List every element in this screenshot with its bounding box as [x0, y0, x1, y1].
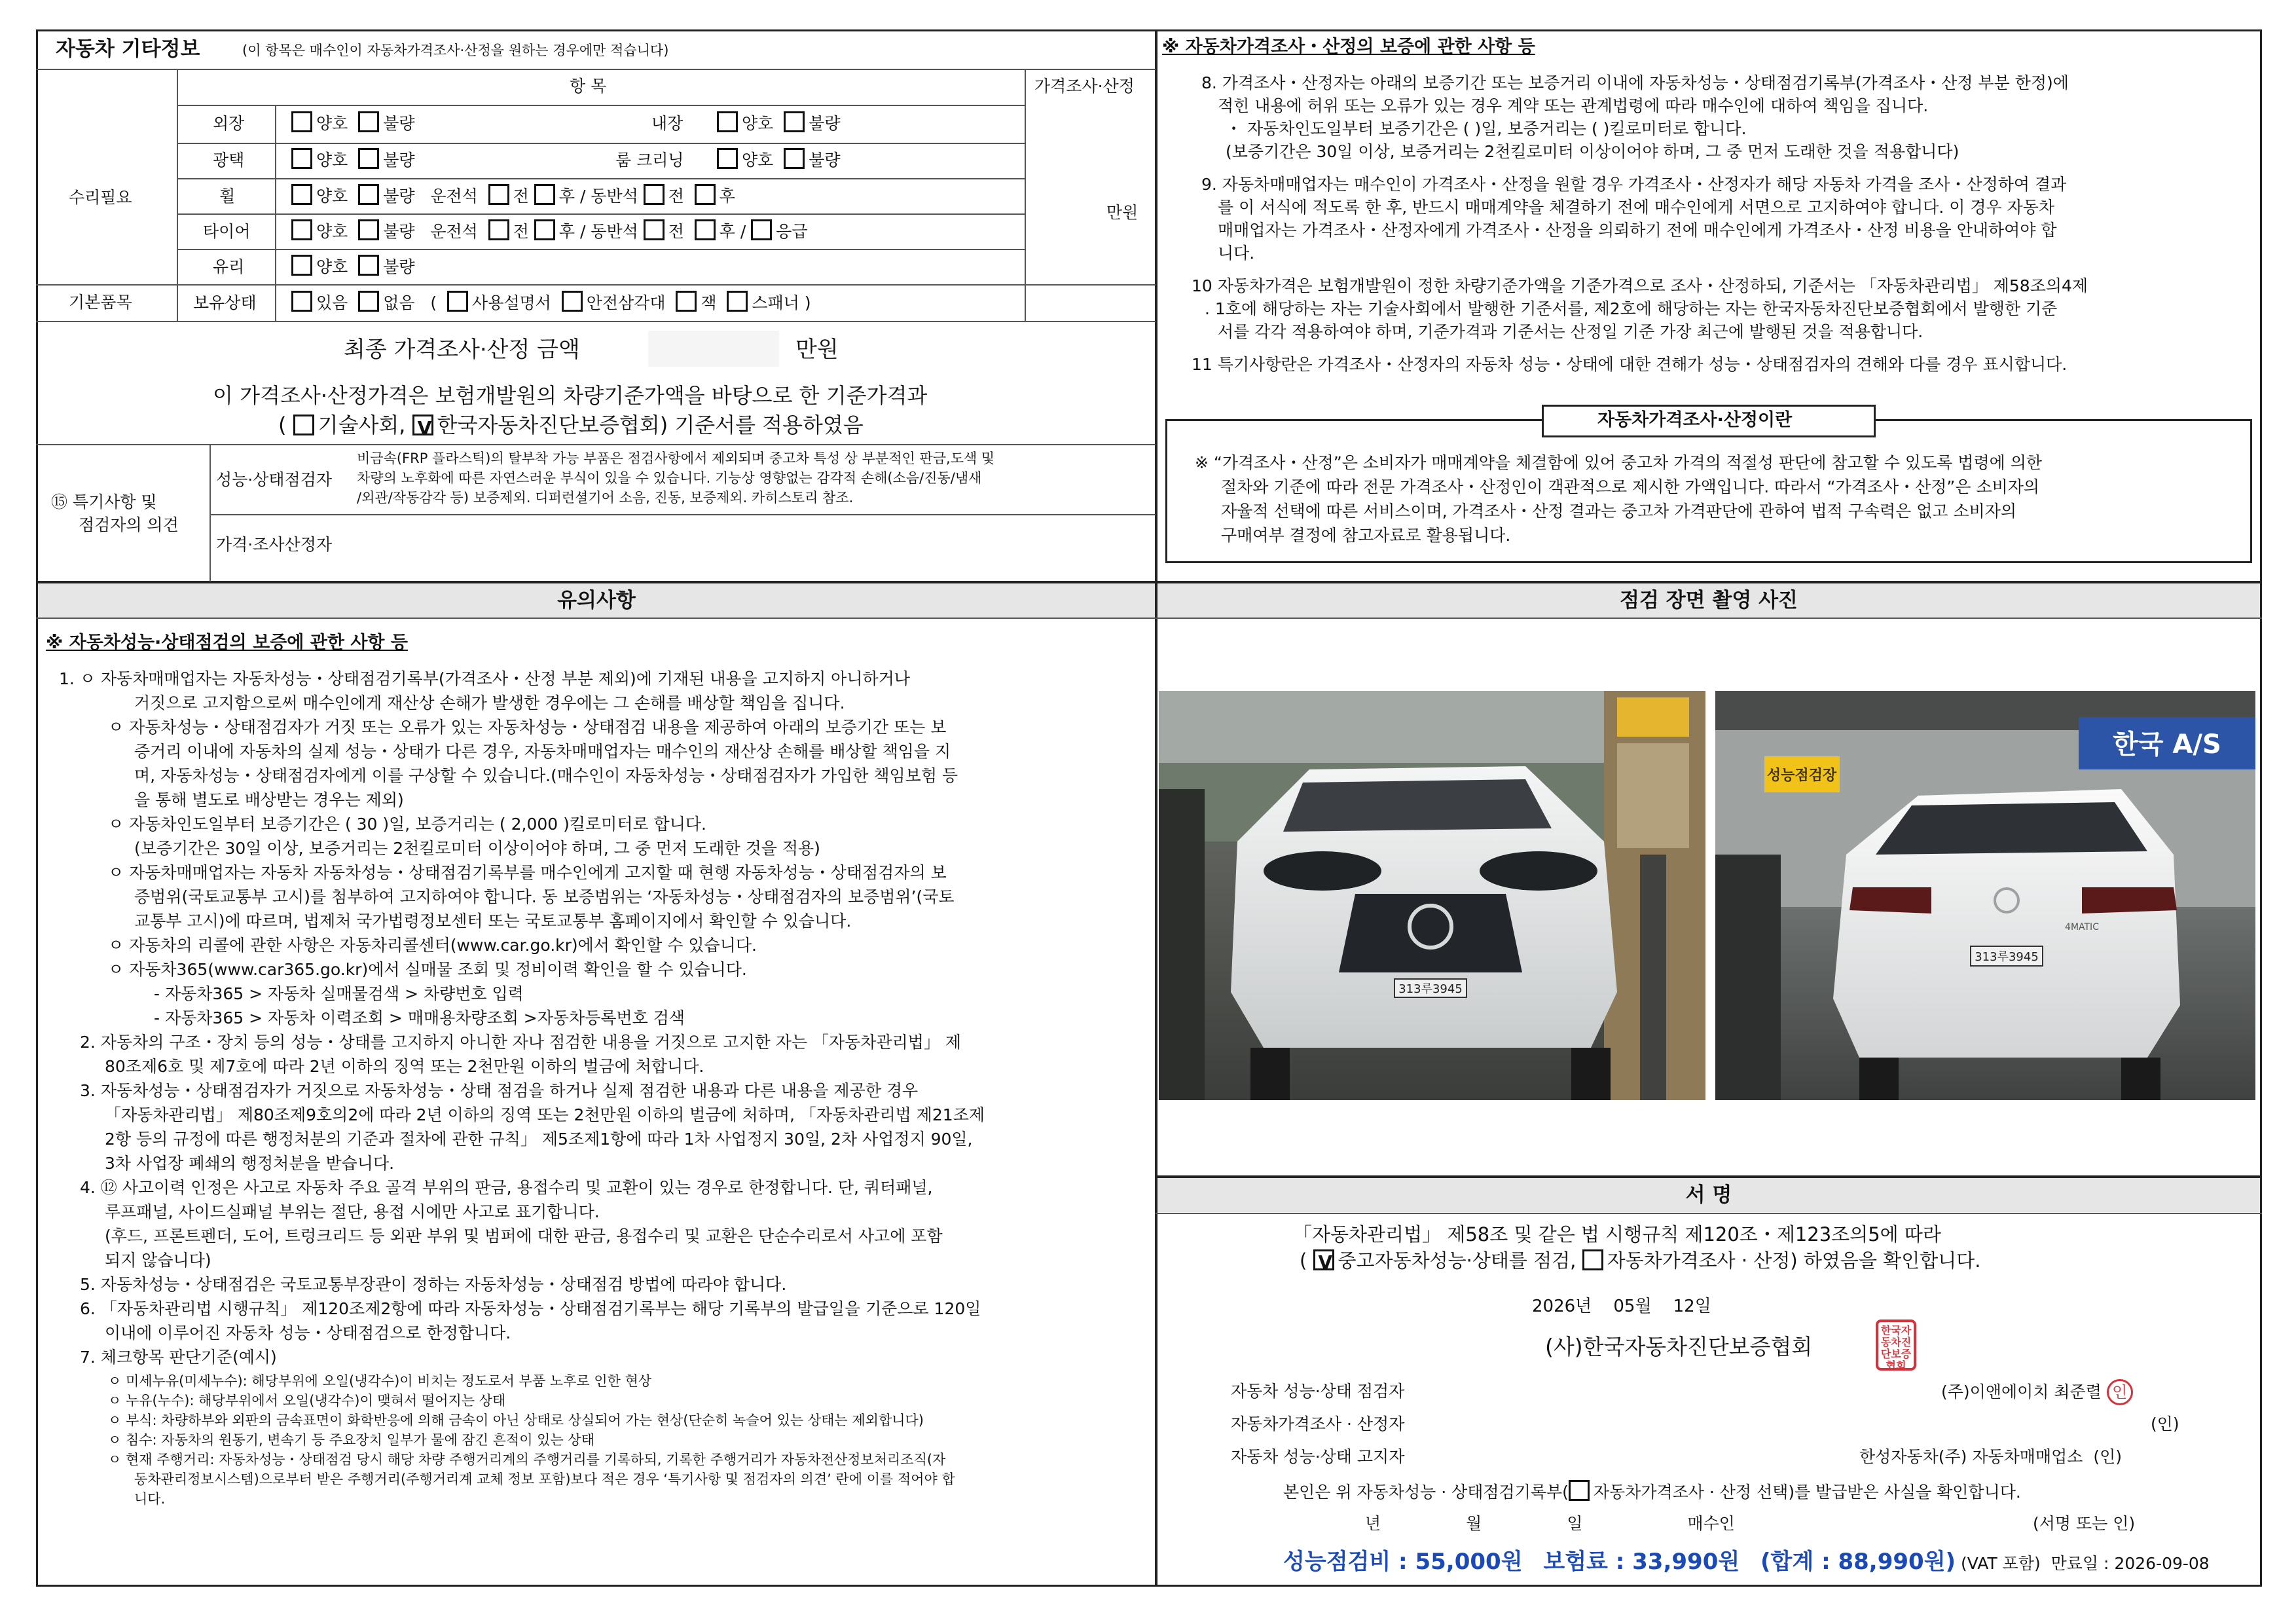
row-room-cleaning: 룸 크리닝: [615, 151, 684, 170]
gloss-options: 양호 불량: [291, 148, 415, 172]
spanner-checkbox[interactable]: [727, 291, 748, 312]
basis-line-2: ( 기술사회, V 한국자동차진단보증협회) 기준서를 적용하였음: [278, 411, 864, 439]
tire-bad-checkbox[interactable]: [358, 219, 379, 240]
notes-line: 며, 자동차성능・상태점검자에게 이를 구상할 수 있습니다.(매수인이 자동차성능・상태점검자가 가입한 책임보험 등: [134, 766, 958, 785]
sign-date: 2026년 05월 12일: [1532, 1297, 1711, 1316]
clause-8-line-2: 적힌 내용에 허위 또는 오류가 있는 경우 계약 또는 관계법령에 따라 매수인에 대하여 책임을 집니다.: [1218, 96, 1929, 115]
notes-line: 교통부 고시)에 따르며, 법제처 국가법령정보센터 또는 국토교통부 홈페이지에서 확인할 수 있습니다.: [134, 912, 852, 931]
row-interior: 내장: [651, 114, 683, 133]
other-info-note: (이 항목은 매수인이 자동차가격조사·산정을 원하는 경우에만 적습니다): [242, 43, 669, 58]
expiry-date: 만료일 : 2026-09-08: [2050, 1554, 2210, 1573]
other-info-title: 자동차 기타정보: [56, 37, 200, 61]
photo-section-title: 점검 장면 촬영 사진: [1157, 583, 2260, 618]
glass-good-checkbox[interactable]: [291, 255, 312, 276]
notes-line: 루프패널, 사이드실패널 부위는 절단, 용접 시에만 사고로 표기합니다.: [105, 1202, 600, 1221]
final-price-unit: 만원: [795, 337, 839, 363]
wheel-options: 양호 불량 운전석 전 후 / 동반석 전 후: [291, 184, 735, 208]
notifier-label: 자동차 성능·상태 고지자: [1231, 1447, 1405, 1466]
tire-passenger-front-checkbox[interactable]: [644, 219, 665, 240]
buyer-price-checkbox[interactable]: [1569, 1480, 1590, 1501]
inspector-role-label: 성능·상태점검자: [216, 470, 332, 489]
wall-sign-text: 성능점검장: [1766, 767, 1837, 784]
special-text-3: /외관/작동감각 등) 보증제외. 디퍼런셜기어 소음, 진동, 보증제외. 카히스토리 참조.: [357, 490, 854, 506]
check-criteria-line: ㅇ 누유(누수): 해당부위에서 오일(냉각수)이 맺혀서 떨어지는 상태: [108, 1393, 506, 1409]
clause-9-line-1: 9. 자동차매매업자는 매수인이 가격조사・산정을 원할 경우 가격조사・산정자가 해당 자동차 가격을 조사・산정하여 결과: [1201, 175, 2067, 194]
interior-options: 양호 불량: [717, 111, 841, 135]
inspection-photo-rear: [1715, 691, 2255, 1100]
notes-line: ㅇ 자동차인도일부터 보증기간은 ( 30 )일, 보증거리는 ( 2,000 )킬로미터로 합니다.: [108, 815, 706, 834]
shop-sign-text: 한국 A/S: [2113, 729, 2221, 760]
notes-line: 3차 사업장 폐쇄의 행정처분을 받습니다.: [105, 1154, 395, 1173]
notes-line: 80조제6호 및 제7호에 따라 2년 이하의 징역 또는 2천만원 이하의 벌금에 처합니다.: [105, 1057, 704, 1076]
notes-line: 7. 체크항목 판단기준(예시): [80, 1348, 277, 1367]
room-good-checkbox[interactable]: [717, 148, 738, 169]
check-criteria-line: ㅇ 미세누유(미세누수): 해당부위에 오일(냉각수)이 비치는 정도로서 부품 노후로 인한 현상: [108, 1373, 652, 1389]
price-warranty-title: ※ 자동차가격조사・산정의 보증에 관한 사항 등: [1162, 37, 1535, 57]
buyer-confirm-line: 본인은 위 자동차성능 · 상태점검기록부( 자동차가격조사 · 산정 선택)를 발급받은 사실을 확인합니다.: [1283, 1480, 2021, 1504]
clause-8-line-1: 8. 가격조사・산정자는 아래의 보증기간 또는 보증거리 이내에 자동차성능・상태점검기록부(가격조사・산정 부분 한정)에: [1201, 73, 2069, 92]
exterior-options: 양호 불량: [291, 111, 415, 135]
wheel-bad-checkbox[interactable]: [358, 184, 379, 205]
row-wheel: 휠: [219, 187, 236, 206]
check-criteria-line: 동차관리정보시스템)으로부터 받은 주행거리(주행거리계 교체 정보 포함)보다 적은 경우 ‘특기사항 및 점검자의 의견’ 란에 이를 적어야 합: [134, 1471, 955, 1487]
inspection-photo-front: [1159, 691, 1705, 1100]
check-criteria-line: ㅇ 침수: 자동차의 원동기, 변속기 등 주요장치 일부가 물에 잠긴 흔적이 있는 상태: [108, 1432, 595, 1448]
wheel-good-checkbox[interactable]: [291, 184, 312, 205]
special-notes-label-2: 점검자의 의견: [79, 515, 179, 534]
clause-8-line-4: (보증기간은 30일 이상, 보증거리는 2천킬로미터 이상이어야 하며, 그 중 먼저 도래한 것을 적용합니다): [1226, 142, 1959, 161]
price-role-label: 가격·조사산정자: [216, 535, 332, 554]
notifier-name: 한성자동차(주) 자동차매매업소 (인): [1859, 1447, 2122, 1466]
inspector-seal: 인: [2107, 1379, 2133, 1405]
notes-line: 이내에 이루어진 자동차 성능・상태점검으로 한정합니다.: [105, 1323, 511, 1342]
special-notes-label-1: ⑮ 특기사항 및: [51, 492, 157, 511]
wheel-passenger-front-checkbox[interactable]: [644, 184, 665, 205]
pricer-mark: (인): [2151, 1414, 2179, 1433]
triangle-checkbox[interactable]: [562, 291, 583, 312]
clause-8-line-3: ・ 자동차인도일부터 보증기간은 ( )일, 보증거리는 ( )킬로미터로 합니다.: [1226, 119, 1747, 138]
basis-kadi-checkbox[interactable]: [412, 415, 433, 435]
notes-line: 2항 등의 규정에 따른 행정처분의 기준과 절차에 관한 규칙」 제5조제1항에 따라 1차 사업정지 30일, 2차 사업정지 90일,: [105, 1130, 973, 1149]
tire-options: 양호 불량 운전석 전 후 / 동반석 전 후 / 응급: [291, 219, 808, 243]
notes-line: 2. 자동차의 구조・장치 등의 성능・상태를 고지하지 아니한 자나 점검한 내용을 거짓으로 고지한 자는 「자동차관리법」 제: [80, 1033, 962, 1052]
notes-line: 되지 않습니다): [105, 1251, 211, 1270]
basic-none-checkbox[interactable]: [358, 291, 379, 312]
jack-checkbox[interactable]: [676, 291, 697, 312]
used-car-check-checkbox[interactable]: [1313, 1249, 1334, 1270]
interior-good-checkbox[interactable]: [717, 111, 738, 132]
buyer-sign-mark: (서명 또는 인): [2033, 1514, 2136, 1533]
price-definition-title: 자동차가격조사·산정이란: [1597, 410, 1793, 430]
notes-line: 「자동차관리법」 제80조제9호의2에 따라 2년 이하의 징역 또는 2천만원 이하의 벌금에 처하며, 「자동차관리법 제21조제: [105, 1105, 985, 1124]
insurance-fee: 보험료 : 33,990원: [1543, 1549, 1740, 1575]
fee-line: [1283, 1547, 2210, 1579]
column-item: 항 목: [570, 77, 607, 96]
notes-line: - 자동차365 > 자동차 이력조회 > 매매용차량조회 >자동차등록번호 검색: [154, 1008, 685, 1027]
wheel-passenger-rear-checkbox[interactable]: [695, 184, 716, 205]
front-plate-text: 313루3945: [1398, 982, 1463, 996]
confirm-check-line: ( V 중고자동차성능·상태를 점검, 자동차가격조사 · 산정) 하였음을 확인합니다.: [1300, 1247, 1980, 1274]
wheel-front-checkbox[interactable]: [488, 184, 509, 205]
rear-car-image: [1715, 691, 2255, 1100]
notes-line: 1. ㅇ 자동차매매업자는 자동차성능・상태점검기록부(가격조사・산정 부분 제외)에 기재된 내용을 고지하지 아니하거나: [59, 669, 910, 688]
final-price-input[interactable]: [648, 331, 779, 367]
row-exterior: 외장: [213, 114, 245, 133]
notes-line: ㅇ 자동차성능・상태점검자가 거짓 또는 오류가 있는 자동차성능・상태점검 내용을 제공하여 아래의 보증기간 또는 보: [108, 718, 947, 737]
notes-line: ㅇ 자동차매매업자는 자동차 자동차성능・상태점검기록부를 매수인에게 고지할 때 현행 자동차성능・상태점검자의 보: [108, 863, 947, 882]
gloss-good-checkbox[interactable]: [291, 148, 312, 169]
total-fee: (합계 : 88,990원): [1760, 1549, 1956, 1575]
basis-line-1: 이 가격조사·산정가격은 보험개발원의 차량기준가액을 바탕으로 한 기준가격과: [213, 383, 928, 408]
final-price-label: 최종 가격조사·산정 금액: [344, 337, 580, 363]
front-car-image: [1159, 691, 1705, 1100]
notes-subtitle: ※ 자동차성능·상태점검의 보증에 관한 사항 등: [46, 633, 408, 653]
notes-line: 거짓으로 고지함으로써 매수인에게 재산상 손해가 발생한 경우에는 그 손해를 배상할 책임을 집니다.: [134, 693, 845, 712]
notes-line: 6. 「자동차관리법 시행규칙」 제120조제2항에 따라 자동차성능・상태점검기록부는 해당 기록부의 발급일을 기준으로 120일: [80, 1299, 981, 1318]
tire-rear-checkbox[interactable]: [534, 219, 555, 240]
check-criteria-line: ㅇ 부식: 차량하부와 외판의 금속표면이 화학반응에 의해 금속이 아닌 상태로 상실되어 가는 현상(단순히 녹슬어 있는 상태는 제외합니다): [108, 1412, 924, 1428]
notes-line: 3. 자동차성능・상태점검자가 거짓으로 자동차성능・상태 점검을 하거나 실제 점검한 내용과 다른 내용을 제공한 경우: [80, 1081, 919, 1100]
clause-10-line-1: 10 자동차가격은 보험개발원이 정한 차량기준가액을 기준가격으로 조사・산정하되, 기준서는 「자동차관리법」 제58조의4제: [1192, 276, 2088, 295]
clause-9-line-4: 니다.: [1218, 244, 1255, 263]
row-gloss: 광택: [213, 151, 245, 170]
row-glass: 유리: [213, 257, 245, 276]
tire-good-checkbox[interactable]: [291, 219, 312, 240]
column-price: 가격조사·산정: [1034, 77, 1135, 96]
notes-line: 5. 자동차성능・상태점검은 국토교통부장관이 정하는 자동차성능・상태점검 방법에 따라야 합니다.: [80, 1275, 787, 1294]
glass-bad-checkbox[interactable]: [358, 255, 379, 276]
basic-items-label: 기본품목: [69, 293, 132, 312]
vat-note: (VAT 포함): [1961, 1554, 2041, 1573]
clause-10-line-2: . 1호에 해당하는 자는 기술사회에서 발행한 기준서를, 제2호에 해당하는 자는 한국자동차진단보증협회에서 발행한 기준: [1205, 299, 2058, 318]
wheel-rear-checkbox[interactable]: [534, 184, 555, 205]
tire-passenger-rear-checkbox[interactable]: [695, 219, 716, 240]
notes-line: - 자동차365 > 자동차 실매물검색 > 차량번호 입력: [154, 984, 524, 1003]
check-criteria-line: 니다.: [134, 1491, 166, 1507]
inspector-name: (주)이앤에이치 최준렬 인: [1941, 1379, 2133, 1405]
notes-line: 증거리 이내에 자동차의 실제 성능・상태가 다른 경우, 자동차매매업자는 매수인의 재산상 손해를 배상할 책임을 지: [134, 742, 951, 761]
buyer-date-line: 년 월 일 매수인: [1365, 1514, 1735, 1533]
tire-emergency-checkbox[interactable]: [751, 219, 772, 240]
association-name: (사)한국자동차진단보증협회: [1545, 1334, 1813, 1359]
notes-line: 증범위(국토교통부 고시)를 첨부하여 고지하여야 합니다. 동 보증범위는 ‘자동차성능・상태점검자의 보증범위’(국토: [134, 887, 955, 906]
price-definition-line-1: ※ “가격조사・산정”은 소비자가 매매계약을 체결함에 있어 중고차 가격의 적절성 판단에 참고할 수 있도록 법령에 의한: [1195, 453, 2043, 472]
glass-options: 양호 불량: [291, 255, 415, 278]
row-tire: 타이어: [203, 222, 251, 241]
car-badge-text: 4MATIC: [2065, 922, 2099, 932]
law-line: 「자동차관리법」 제58조 및 같은 법 시행규칙 제120조・제123조의5에 따라: [1293, 1223, 1941, 1246]
row-basic-status: 보유상태: [193, 293, 257, 312]
notes-title: 유의사항: [38, 583, 1155, 618]
special-text-1: 비금속(FRP 플라스틱)의 탈부착 가능 부품은 점검사항에서 제외되며 중고차 특성 상 부분적인 판금,도색 및: [357, 451, 995, 466]
check-criteria-line: ㅇ 현재 주행거리: 자동차성능・상태점검 당시 해당 차량 주행거리계의 주행거리를 기록하되, 기록한 주행거리가 자동차전산정보처리조직(자: [108, 1452, 946, 1467]
price-check-checkbox[interactable]: [1582, 1249, 1603, 1270]
price-definition-line-3: 자율적 선택에 따른 서비스이며, 가격조사・산정 결과는 중고차 가격판단에 관하여 법적 구속력은 없고 소비자의: [1221, 502, 2017, 521]
association-seal: 한국자동차진단보증협회: [1876, 1320, 1916, 1371]
pricer-label: 자동차가격조사 · 산정자: [1231, 1414, 1405, 1433]
inspector-label: 자동차 성능·상태 점검자: [1231, 1382, 1405, 1401]
price-unit-won: 만원: [1106, 203, 1139, 222]
interior-bad-checkbox[interactable]: [784, 111, 805, 132]
notes-line: ㅇ 자동차의 리콜에 관한 사항은 자동차리콜센터(www.car.go.kr)에서 확인할 수 있습니다.: [108, 936, 757, 955]
price-definition-line-4: 구매여부 결정에 참고자료로 활용됩니다.: [1221, 526, 1511, 545]
clause-10-line-3: 서를 각각 적용하여야 하며, 기준가격과 기준서는 산정일 기준 가장 최근에 발행된 것을 적용합니다.: [1218, 322, 1923, 341]
manual-checkbox[interactable]: [447, 291, 468, 312]
exterior-good-checkbox[interactable]: [291, 111, 312, 132]
basis-tech-checkbox[interactable]: [293, 415, 314, 435]
notes-line: (후드, 프론트펜더, 도어, 트렁크리드 등 외판 부위 및 범퍼에 대한 판금, 용접수리 및 교환은 단순수리로서 사고에 포함: [105, 1227, 943, 1246]
exterior-bad-checkbox[interactable]: [358, 111, 379, 132]
notes-line: (보증기간은 30일 이상, 보증거리는 2천킬로미터 이상이어야 하며, 그 중 먼저 도래한 것을 적용): [134, 839, 820, 858]
inspection-fee: 성능점검비 : 55,000원: [1283, 1549, 1523, 1575]
special-text-2: 차량의 노후화에 따른 자연스러운 부식이 있을 수 있습니다. 기능상 영향없는 감각적 손해(소음/진동/냄새: [357, 470, 982, 486]
notes-line: 4. ⑫ 사고이력 인정은 사고로 자동차 주요 골격 부위의 판금, 용접수리 및 교환이 있는 경우로 한정합니다. 단, 쿼터패널,: [80, 1178, 933, 1197]
clause-9-line-2: 를 이 서식에 적도록 한 후, 반드시 매매계약을 체결하기 전에 매수인에게 서면으로 고지하여야 합니다. 이 경우 자동차: [1218, 198, 2055, 217]
repair-needed-label: 수리필요: [69, 188, 132, 207]
room-bad-checkbox[interactable]: [784, 148, 805, 169]
room-options: 양호 불량: [717, 148, 841, 172]
notes-line: 을 통해 별도로 배상받는 경우는 제외): [134, 790, 404, 809]
signature-title: 서 명: [1157, 1178, 2260, 1212]
gloss-bad-checkbox[interactable]: [358, 148, 379, 169]
tire-front-checkbox[interactable]: [488, 219, 509, 240]
clause-11: 11 특기사항란은 가격조사・산정자의 자동차 성능・상태에 대한 견해가 성능・상태점검자의 견해와 다를 경우 표시합니다.: [1192, 355, 2068, 374]
price-definition-line-2: 절차와 기준에 따라 전문 가격조사・산정인이 객관적으로 제시한 가액입니다. 따라서 “가격조사・산정”은 소비자의: [1221, 477, 2040, 496]
basic-options: 있음 없음 ( 사용설명서 안전삼각대 잭 스패너 ): [291, 291, 811, 314]
basic-has-checkbox[interactable]: [291, 291, 312, 312]
notes-line: ㅇ 자동차365(www.car365.go.kr)에서 실매물 조회 및 정비이력 확인을 할 수 있습니다.: [108, 960, 747, 979]
rear-plate-text: 313루3945: [1975, 950, 2039, 964]
clause-9-line-3: 매매업자는 가격조사・산정자에게 가격조사・산정을 의뢰하기 전에 매수인에게 가격조사・산정 비용을 안내하여야 합: [1218, 221, 2057, 240]
